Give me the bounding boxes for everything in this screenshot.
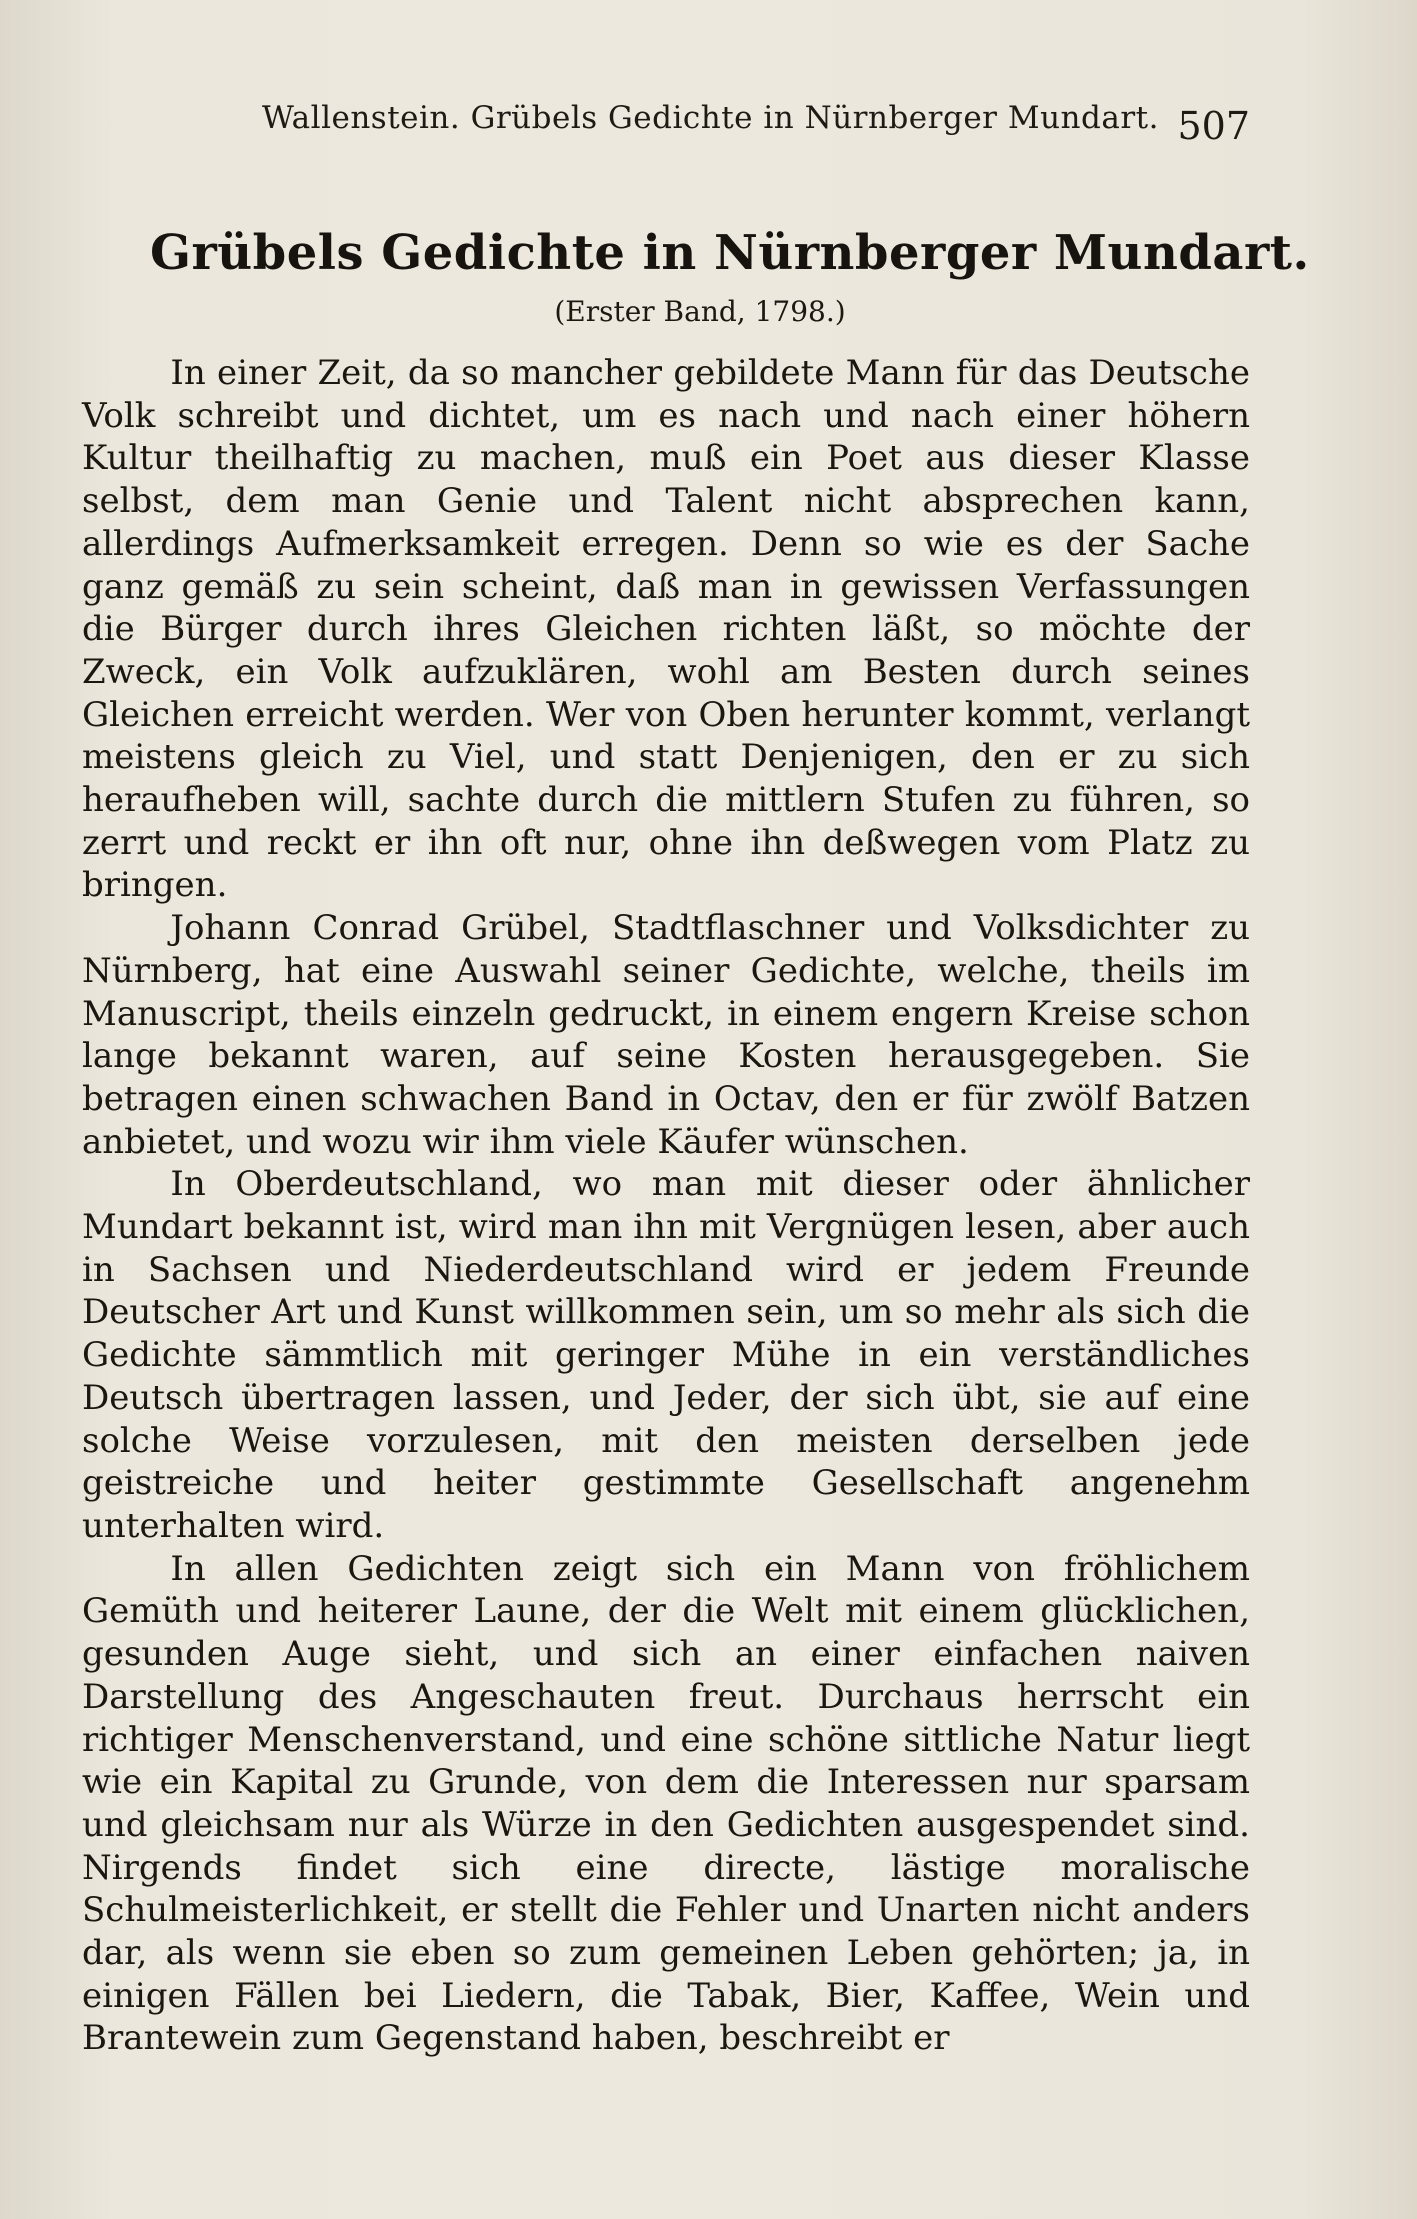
paragraph-2: Johann Conrad Grübel, Stadtflaschner und Volksdichter zu Nürnberg, hat eine Auswahl seiner Gedichte, welche, theils im Manuscript, theils einzeln gedruckt, in einem engern Kreise schon lange bekannt waren, auf seine Kosten herausgegeben. Sie betragen einen schwachen Band in Octav, den er für zwölf Batzen anbietet, und wozu wir ihm viele Käufer wünschen. <box>82 908 1250 1162</box>
article-title: Grübels Gedichte in Nürnberger Mundart. <box>150 225 1310 281</box>
paragraph-4: In allen Gedichten zeigt sich ein Mann von fröhlichem Gemüth und heiterer Laune, der die Welt mit einem glücklichen, gesunden Auge sieht, und sich an einer einfachen naiven Darstellung des Angeschauten freut. Durchaus herrscht ein richtiger Menschenverstand, und eine schöne sittliche Natur liegt wie ein Kapital zu Grunde, von dem die Interessen nur sparsam und gleichsam nur als Würze in den Gedichten ausgespendet sind. Nirgends findet sich eine directe, lästige moralische Schulmeisterlichkeit, er stellt die Fehler und Unarten nicht anders dar, als wenn sie eben so zum gemeinen Leben gehörten; ja, in einigen Fällen bei Liedern, die Tabak, Bier, Kaffee, Wein und Brantewein zum Gegenstand haben, beschreibt er <box>82 1548 1250 2059</box>
paragraph-1: In einer Zeit, da so mancher gebildete Mann für das Deutsche Volk schreibt und dichtet, um es nach und nach einer höhern Kultur theilhaftig zu machen, muß ein Poet aus dieser Klasse selbst, dem man Genie und Talent nicht absprechen kann, allerdings Aufmerksamkeit erregen. Denn so wie es der Sache ganz gemäß zu sein scheint, daß man in gewissen Verfassungen die Bürger durch ihres Gleichen richten läßt, so möchte der Zweck, ein Volk aufzuklären, wohl am Besten durch seines Gleichen erreicht werden. Wer von Oben herunter kommt, verlangt meistens gleich zu Viel, und statt Denjenigen, den er zu sich heraufheben will, sachte durch die mittlern Stufen zu führen, so zerrt und reckt er ihn oft nur, ohne ihn deßwegen vom Platz zu bringen. <box>82 353 1250 906</box>
page-number: 507 <box>1177 104 1250 148</box>
running-title: Wallenstein. Grübels Gedichte in Nürnberger Mundart. <box>262 100 1159 136</box>
paragraph-3: In Oberdeutschland, wo man mit dieser oder ähnlicher Mundart bekannt ist, wird man ihn mit Vergnügen lesen, aber auch in Sachsen und Niederdeutschland wird er jedem Freunde Deutscher Art und Kunst willkommen sein, um so mehr als sich die Gedichte sämmtlich mit geringer Mühe in ein verständliches Deutsch übertragen lassen, und Jeder, der sich übt, sie auf eine solche Weise vorzulesen, mit den meisten derselben jede geistreiche und heiter gestimmte Gesellschaft angenehm unterhalten wird. <box>82 1164 1250 1546</box>
article-body <box>82 352 1250 2072</box>
article-subtitle: (Erster Band, 1798.) <box>554 295 846 328</box>
running-head <box>150 100 1250 160</box>
